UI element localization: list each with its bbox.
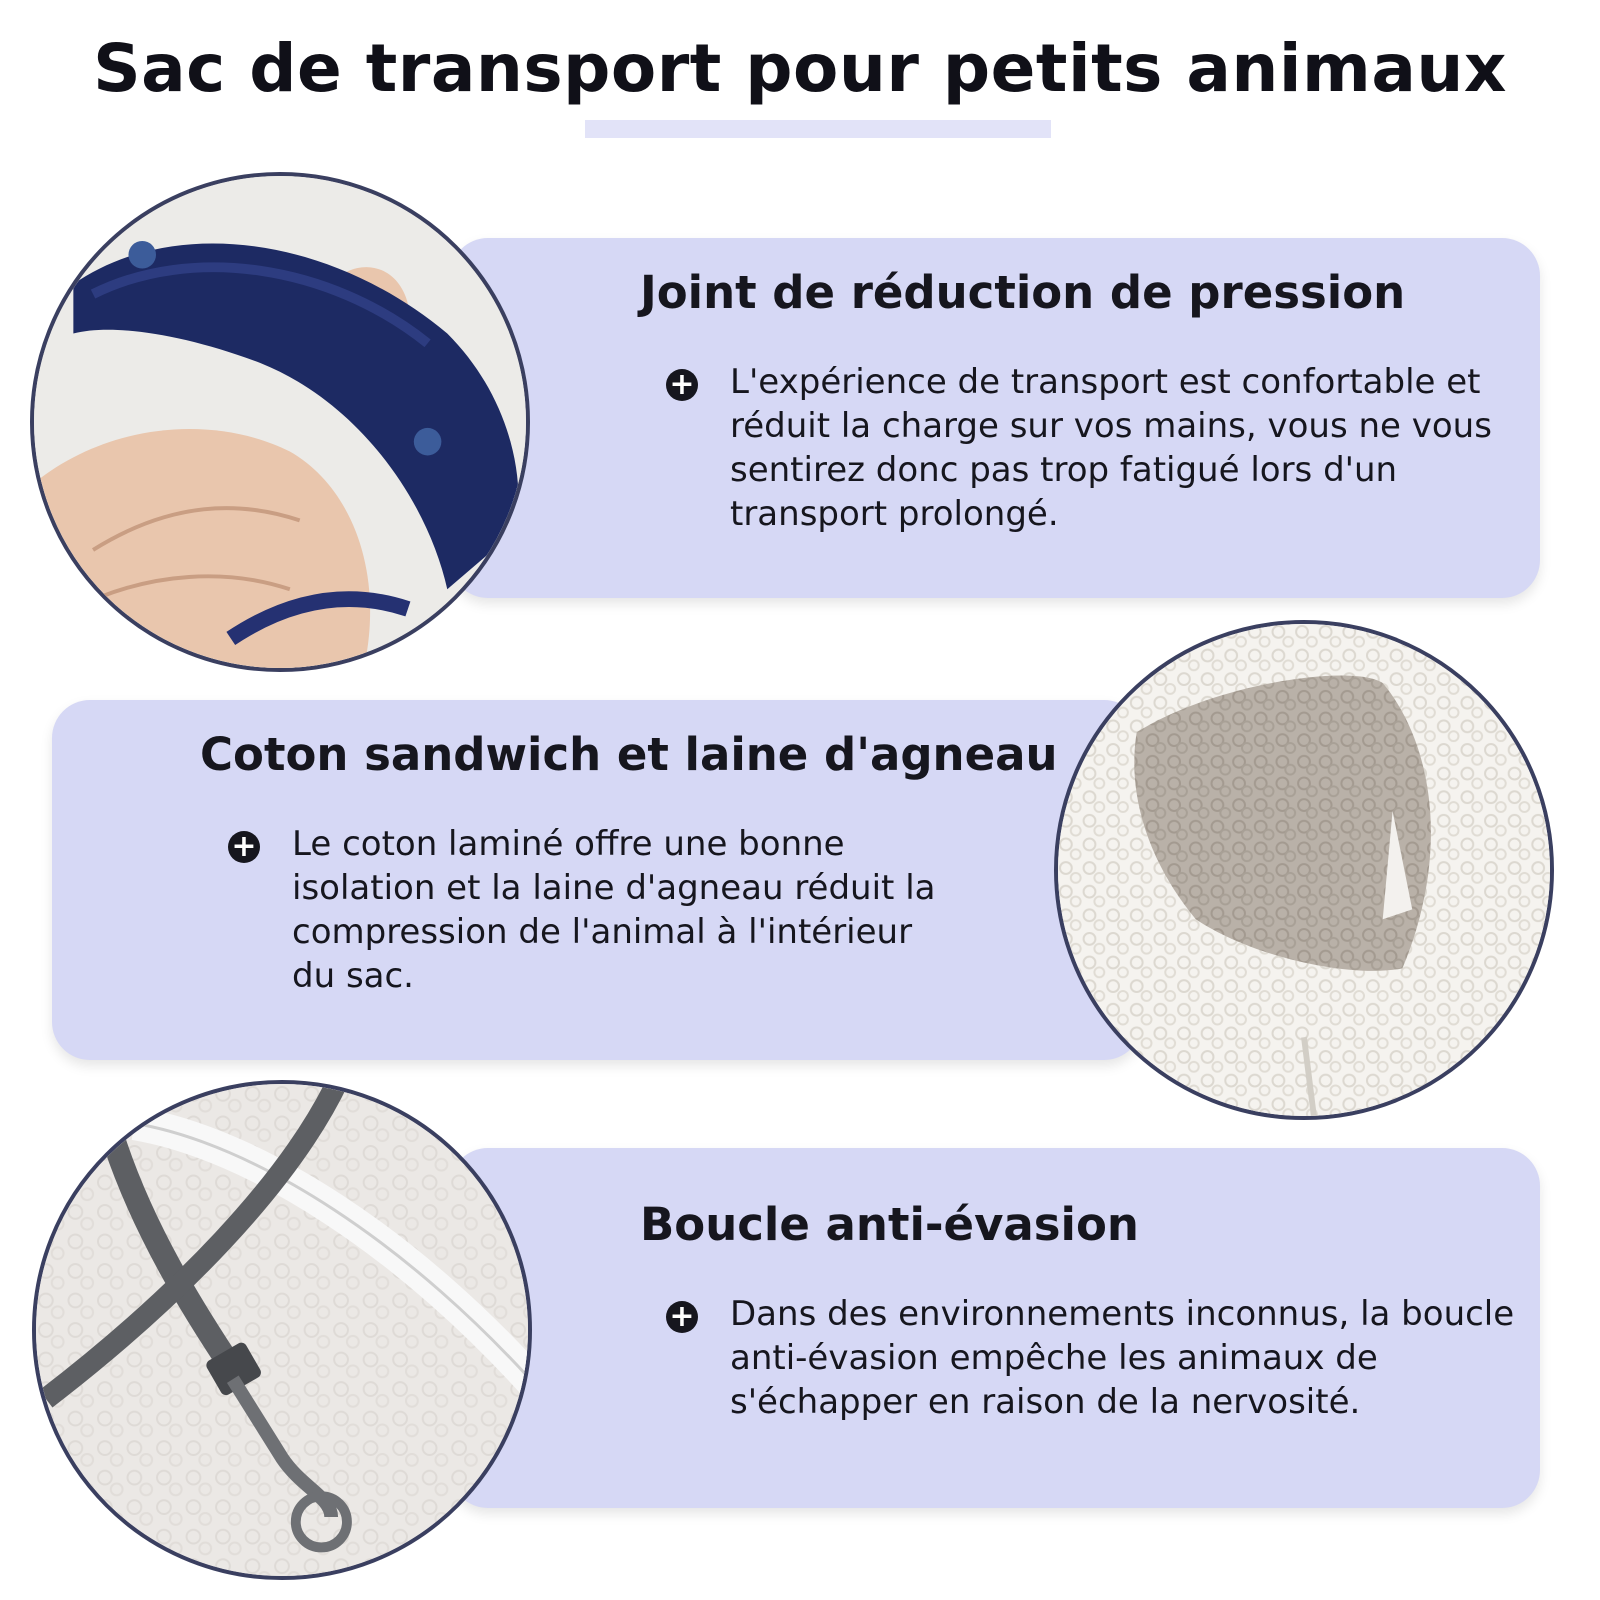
padded-handle-photo: [30, 172, 530, 672]
leash-clip-photo: [32, 1080, 532, 1580]
feature-heading: Joint de réduction de pression: [640, 266, 1406, 319]
feature-heading: Coton sandwich et laine d'agneau: [200, 728, 1058, 781]
plus-circle-icon: +: [228, 831, 260, 863]
padded-handle-illustration: [34, 176, 526, 668]
feature-text: Le coton laminé offre une bonne isolation et la laine d'agneau réduit la compression de l'animal à l'intérieur du sac.: [292, 824, 936, 996]
feature-heading: Boucle anti-évasion: [640, 1198, 1139, 1251]
title-underline: [585, 120, 1051, 138]
leash-clip-illustration: [36, 1084, 528, 1576]
lamb-wool-photo: [1054, 620, 1554, 1120]
feature-text: L'expérience de transport est confortable et réduit la charge sur vos mains, vous ne vous sentirez donc pas trop fatigué lors d'un transport prolongé.: [730, 362, 1492, 534]
page-title: Sac de transport pour petits animaux: [93, 30, 1507, 107]
lamb-wool-illustration: [1058, 624, 1550, 1116]
plus-circle-icon: +: [666, 369, 698, 401]
plus-circle-icon: +: [666, 1301, 698, 1333]
feature-text: Dans des environnements inconnus, la boucle anti-évasion empêche les animaux de s'échapper en raison de la nervosité.: [730, 1294, 1515, 1422]
